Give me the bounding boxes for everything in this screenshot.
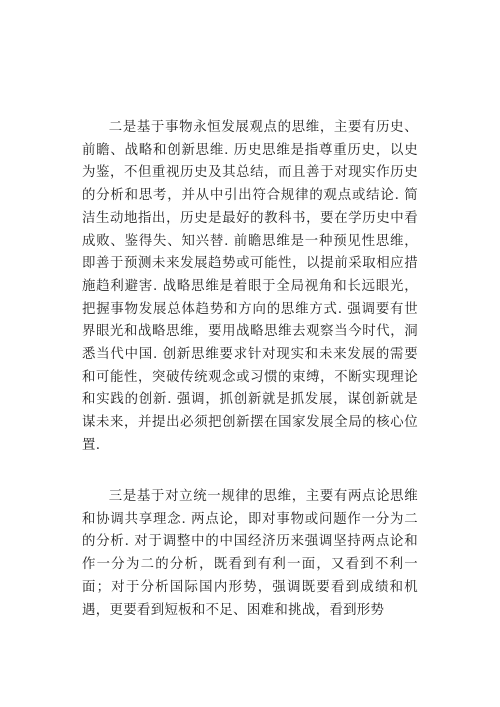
paragraph-developmental-thinking: 二是基于事物永恒发展观点的思维，主要有历史、前瞻、战略和创新思维. 历史思维是指尊重历史，以史为鉴，不但重视历史及其总结，而且善于对现实作历史的分析和思考，并从中引出符合规律的观点或结论. 简洁生动地指出，历史是最好的教科书，要在学历史中看成败、鉴得失、知兴替. 前瞻思维是一种预见性思维，即善于预测未来发展趋势或可能性，以提前采取相应措施趋利避害. 战略思维是着眼于全局视角和长远眼光，把握事物发展总体趋势和方向的思维方式. 强调要有世界眼光和战略思维，要用战略思维去观察当今时代，洞悉当代中国. 创新思维要求针对现实和未来发展的需要和可能性，突破传统观念或习惯的束缚，不断实现理论和实践的创新. 强调，抓创新就是抓发展，谋创新就是谋未来，并提出必须把创新摆在国家发展全局的核心位置. [82,120,418,453]
paragraph-unity-of-opposites-thinking: 三是基于对立统一规律的思维，主要有两点论思维和协调共享理念. 两点论，即对事物或问题作一分为二的分析. 对于调整中的中国经济历来强调坚持两点论和作一分为二的分析，既看到有利一面，又看到不利一面；对于分析国际国内形势，强调既要看到成绩和机遇，更要看到短板和不足、困难和挑战，看到形势 [82,489,418,618]
